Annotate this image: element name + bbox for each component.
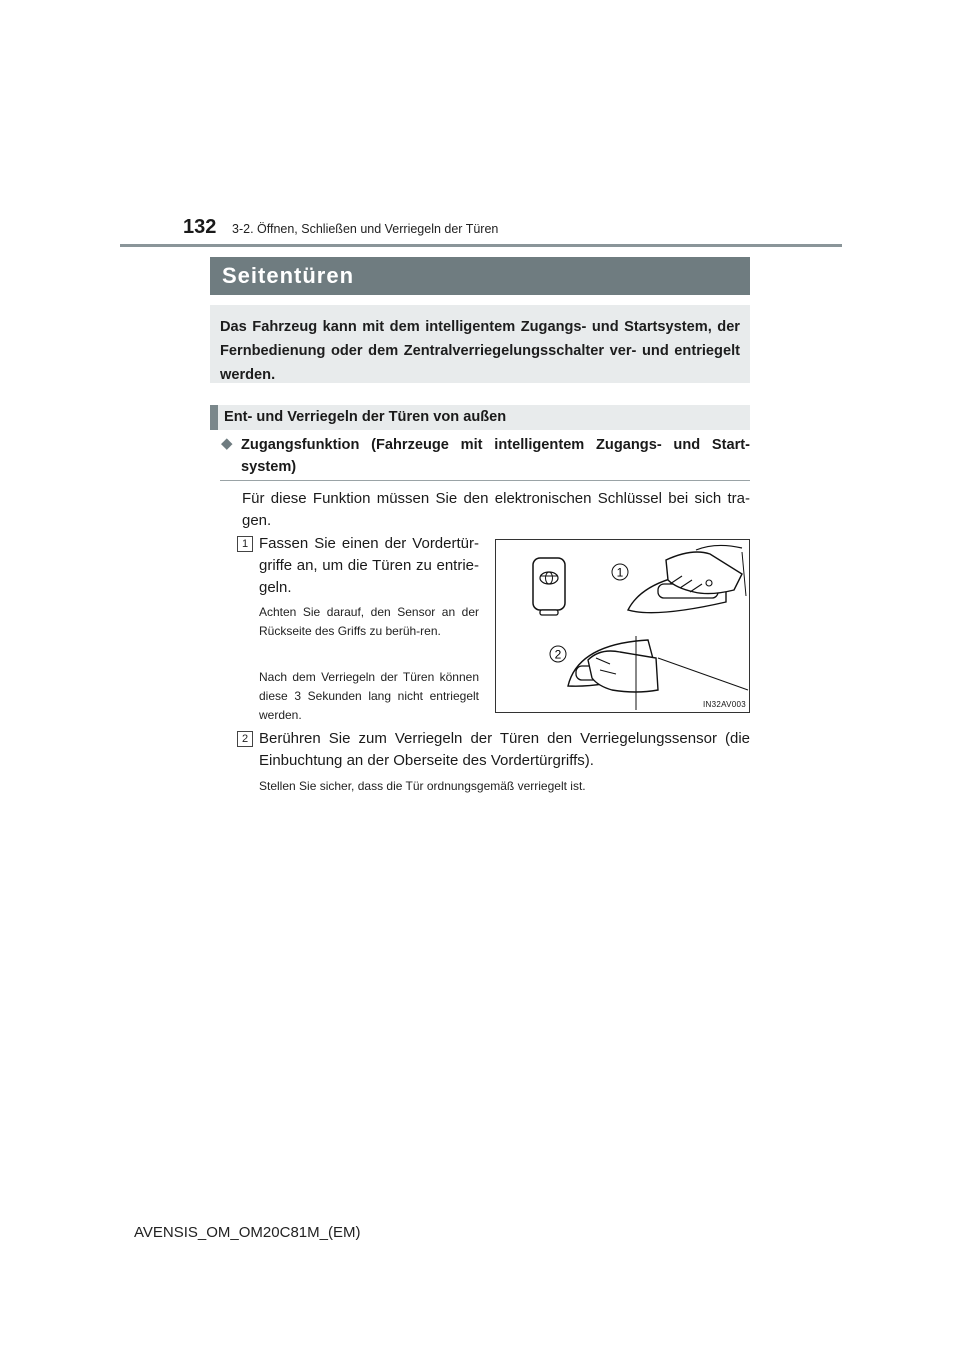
section-path: 3-2. Öffnen, Schließen und Verriegeln der Türen bbox=[232, 222, 499, 236]
electronic-key-icon bbox=[533, 558, 565, 615]
function-divider bbox=[220, 480, 750, 481]
diamond-bullet-icon: ◆ bbox=[221, 435, 233, 452]
step-number-badge: 2 bbox=[237, 731, 253, 747]
subsection-heading: Ent- und Verriegeln der Türen von außen bbox=[210, 405, 750, 430]
intro-box: Das Fahrzeug kann mit dem intelligentem Zugangs- und Startsystem, der Fernbedienung oder dem Zentralverriegelungsschalter ver- und entriegelt werden. bbox=[210, 305, 750, 383]
step-1-note: Nach dem Verriegeln der Türen können diese 3 Sekunden lang nicht entriegelt werden. bbox=[259, 670, 479, 722]
step-2-text: Berühren Sie zum Verriegeln der Türen den Verriegelungssensor (die Einbuchtung an der Oberseite des Vordertürgriffs). bbox=[259, 730, 750, 769]
door-handle-touch-icon bbox=[568, 636, 748, 710]
document-code: AVENSIS_OM_OM20C81M_(EM) bbox=[134, 1224, 361, 1241]
callout-1 bbox=[612, 564, 628, 580]
illustration-svg bbox=[496, 540, 749, 712]
page-title: Seitentüren bbox=[210, 257, 750, 295]
page-number: 132 bbox=[183, 216, 217, 238]
door-handle-illustration bbox=[495, 539, 750, 713]
step-2-note: Stellen Sie sicher, dass die Tür ordnungsgemäß verriegelt ist. bbox=[259, 779, 586, 793]
function-description: Für diese Funktion müssen Sie den elektronischen Schlüssel bei sich tra-gen. bbox=[242, 490, 750, 529]
figure-code: IN32AV003 bbox=[703, 700, 747, 709]
callout-2 bbox=[550, 646, 566, 662]
function-heading: Zugangsfunktion (Fahrzeuge mit intelligentem Zugangs- und Start-system) bbox=[241, 437, 750, 475]
step-number-badge: 1 bbox=[237, 536, 253, 552]
step-1-note: Achten Sie darauf, den Sensor an der Rückseite des Griffs zu berüh-ren. bbox=[259, 605, 479, 638]
door-handle-grip-icon bbox=[628, 545, 746, 612]
step-1-text: Fassen Sie einen der Vordertür-griffe an, um die Türen zu entrie-geln. bbox=[259, 535, 479, 596]
header-rule bbox=[120, 244, 842, 247]
svg-text:1: 1 bbox=[616, 565, 624, 580]
svg-text:2: 2 bbox=[554, 647, 562, 662]
